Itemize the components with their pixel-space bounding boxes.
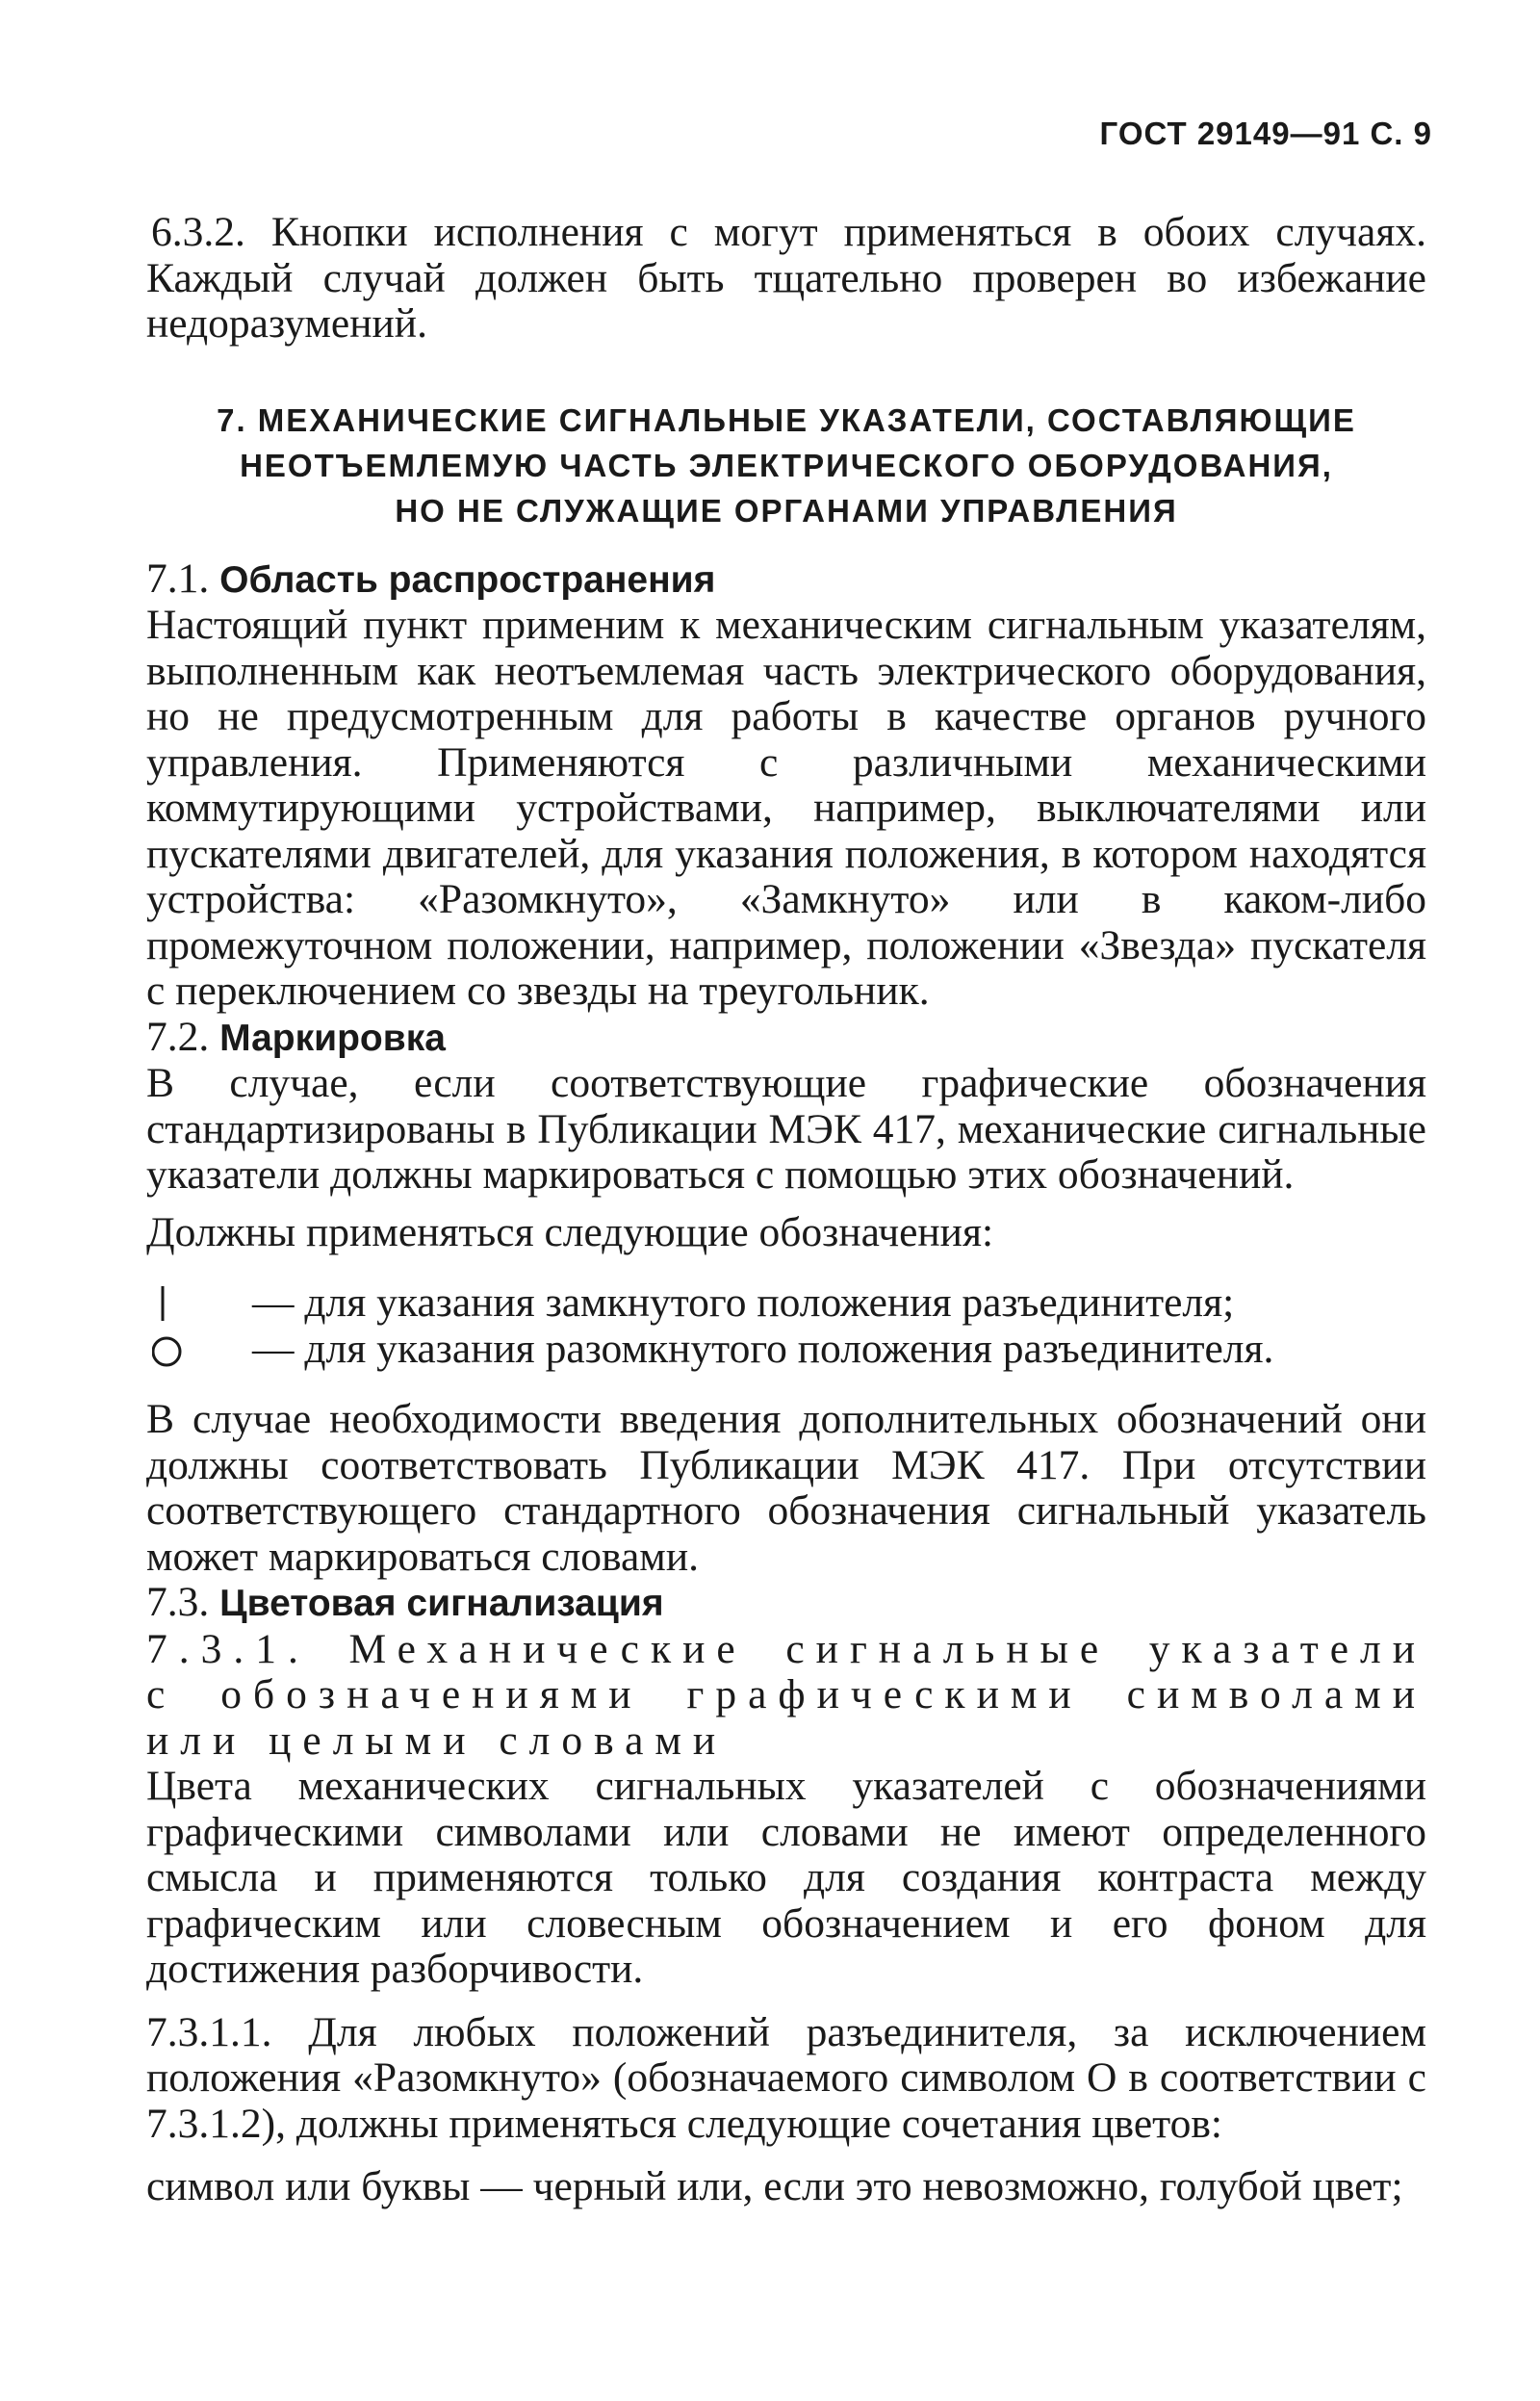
vertical-line-symbol-icon xyxy=(152,1284,181,1323)
paragraph-7-1: Настоящий пункт применим к механическим сигнальным указателям, выполненным как неотъемлемая часть электрического оборудования, но не предусмотренным для работы в качестве органов ручного управления. Применяются с различными механическими коммутирующими устройствами, например, выключателями или пускателями двигателей, для указания положения, в котором находятся устройства: «Разомкнуто», «Замкнуто» или в каком-либо промежуточном положении, например, положении «Звезда» пускателя с переключением со звезды на треугольник. xyxy=(146,602,1426,1014)
document-body xyxy=(146,210,1426,2210)
symbol-list xyxy=(146,1280,1426,1372)
heading-7-2-label: Маркировка xyxy=(219,1017,446,1059)
heading-7-3-label: Цветовая сигнализация xyxy=(219,1583,664,1624)
heading-7-2-number: 7.2. xyxy=(146,1013,210,1060)
section-7-title-line-3: НО НЕ СЛУЖАЩИЕ ОРГАНАМИ УПРАВЛЕНИЯ xyxy=(395,492,1178,529)
paragraph-7-3-1-1: 7.3.1.1. Для любых положений разъединителя, за исключением положения «Разомкнуто» (обозначаемого символом O в соответствии с 7.3.1.2), должны применяться следующие сочетания цветов: xyxy=(146,2008,1426,2147)
heading-7-1 xyxy=(146,556,1426,604)
paragraph-7-2: В случае, если соответствующие графические обозначения стандартизированы в Публикации МЭК 417, механические сигнальные указатели должны маркироваться с помощью этих обозначений. xyxy=(146,1060,1426,1198)
paragraph-7-3-1: Цвета механических сигнальных указателей с обозначениями графическими символами или словами не имеют определенного смысла и применяются только для создания контраста между графическим или словесным обозначением и его фоном для достижения разборчивости. xyxy=(146,1763,1426,1992)
section-7-title-line-1: 7. МЕХАНИЧЕСКИЕ СИГНАЛЬНЫЕ УКАЗАТЕЛИ, СОСТАВЛЯЮЩИЕ xyxy=(217,401,1356,438)
paragraph-7-2-additional: В случае необходимости введения дополнительных обозначений они должны соответствовать Публикации МЭК 417. При отсутствии соответствующего стандартного обозначения сигнальный указатель может маркироваться словами. xyxy=(146,1396,1426,1580)
circle-symbol-icon xyxy=(152,1330,181,1369)
subheading-7-3-1: 7.3.1. Механические сигнальные указатели с обозначениями графическими символами или целыми словами xyxy=(146,1625,1426,1764)
heading-7-1-label: Область распространения xyxy=(219,558,716,601)
heading-7-3-number: 7.3. xyxy=(146,1579,210,1625)
symbol-item-closed-text: — для указания замкнутого положения разъединителя; xyxy=(252,1279,1235,1326)
paragraph-7-2-intro: Должны применяться следующие обозначения: xyxy=(146,1208,994,1255)
symbol-item-closed xyxy=(146,1280,1426,1327)
heading-7-3 xyxy=(146,1580,1426,1627)
heading-7-1-number: 7.1. xyxy=(146,555,210,602)
symbol-item-open-text: — для указания разомкнутого положения разъединителя. xyxy=(252,1325,1274,1372)
page-header: ГОСТ 29149—91 С. 9 xyxy=(1099,116,1432,151)
paragraph-colors-symbol: символ или буквы — черный или, если это невозможно, голубой цвет; xyxy=(146,2163,1403,2209)
heading-7-2 xyxy=(146,1015,1426,1062)
paragraph-6-3-2: 6.3.2. Кнопки исполнения c могут применяться в обоих случаях. Каждый случай должен быть тщательно проверен во избежание недоразумений. xyxy=(146,209,1426,347)
section-7-title xyxy=(146,398,1426,533)
symbol-item-open xyxy=(146,1327,1426,1373)
section-7-title-line-2: НЕОТЪЕМЛЕМУЮ ЧАСТЬ ЭЛЕКТРИЧЕСКОГО ОБОРУДОВАНИЯ, xyxy=(240,447,1333,483)
